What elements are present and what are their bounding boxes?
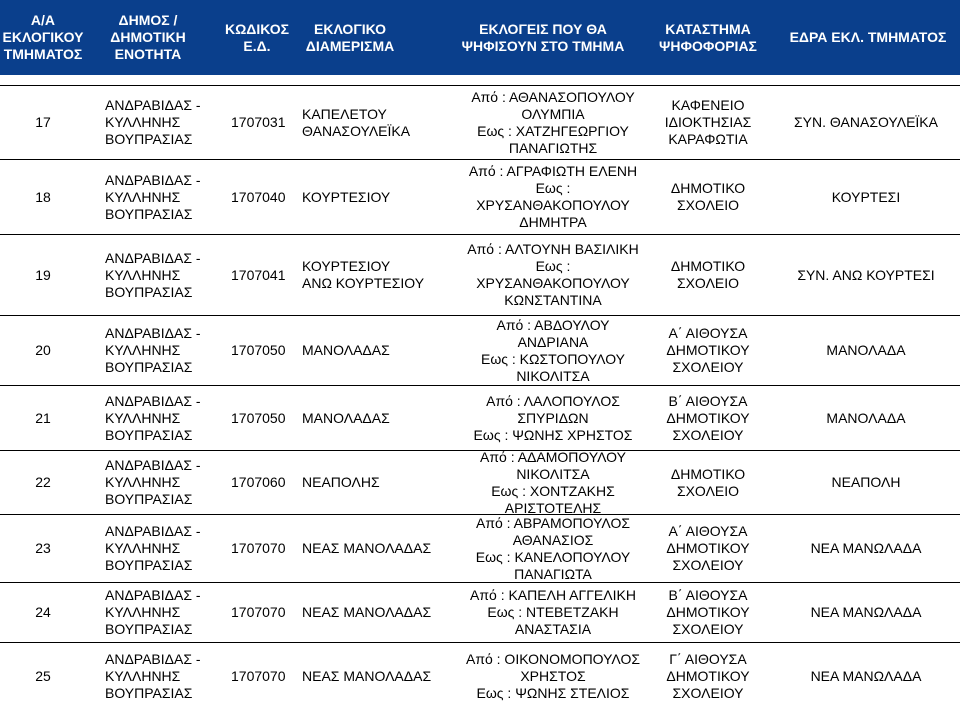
polling-station-cell: Γ΄ ΑΙΘΟΥΣΑ ΔΗΜΟΤΙΚΟΥ ΣΧΟΛΕΙΟΥ [666, 651, 750, 701]
voters-range-cell: Από : ΛΑΛΟΠΟΥΛΟΣ ΣΠΥΡΙΔΩΝ Εως : ΨΩΝΗΣ ΧΡΗΣΤΟΣ [473, 392, 633, 443]
section-number-cell: 23 [35, 540, 51, 556]
section-number-cell: 22 [35, 474, 51, 490]
section-number-cell: 25 [35, 668, 51, 684]
municipality-cell: ΑΝΔΡΑΒΙΔΑΣ - ΚΥΛΛΗΝΗΣ ΒΟΥΠΡΑΣΙΑΣ [105, 325, 201, 375]
voters-range-cell: Από : ΚΑΠΕΛΗ ΑΓΓΕΛΙΚΗ Εως : ΝΤΕΒΕΤΖΑΚΗ ΑΝΑΣΤΑΣΙΑ [470, 587, 636, 637]
voters-range-cell: Από : ΑΘΑΝΑΣΟΠΟΥΛΟΥ ΟΛΥΜΠΙΑ Εως : ΧΑΤΖΗΓΕΩΡΓΙΟΥ ΠΑΝΑΓΙΩΤΗΣ [471, 88, 635, 156]
electoral-district-cell: ΜΑΝΟΛΑΔΑΣ [302, 342, 390, 358]
header-section-seat: ΕΔΡΑ ΕΚΛ. ΤΜΗΜΑΤΟΣ [789, 29, 947, 45]
electoral-district-cell: ΝΕΑΣ ΜΑΝΟΛΑΔΑΣ [302, 668, 432, 684]
section-seat-cell: ΝΕΑΠΟΛΗ [831, 474, 901, 490]
section-seat-cell: ΜΑΝΟΛΑΔΑ [826, 342, 906, 358]
district-code-cell: 1707050 [231, 409, 286, 426]
polling-station-cell: ΔΗΜΟΤΙΚΟ ΣΧΟΛΕΙΟ [670, 180, 746, 213]
municipality-cell: ΑΝΔΡΑΒΙΔΑΣ - ΚΥΛΛΗΝΗΣ ΒΟΥΠΡΑΣΙΑΣ [105, 587, 201, 637]
district-code-cell: 1707070 [231, 668, 286, 684]
table-row [0, 85, 960, 159]
district-code-cell: 1707070 [231, 540, 286, 556]
polling-station-cell: Α΄ ΑΙΘΟΥΣΑ ΔΗΜΟΤΙΚΟΥ ΣΧΟΛΕΙΟΥ [666, 523, 750, 573]
municipality-cell: ΑΝΔΡΑΒΙΔΑΣ - ΚΥΛΛΗΝΗΣ ΒΟΥΠΡΑΣΙΑΣ [105, 249, 201, 300]
section-number-cell: 20 [35, 342, 51, 358]
header-section-number: Α/Α ΕΚΛΟΓΙΚΟΥ ΤΜΗΜΑΤΟΣ [2, 12, 84, 62]
municipality-cell: ΑΝΔΡΑΒΙΔΑΣ - ΚΥΛΛΗΝΗΣ ΒΟΥΠΡΑΣΙΑΣ [105, 457, 201, 507]
voters-range-cell: Από : ΑΓΡΑΦΙΩΤΗ ΕΛΕΝΗ Εως : ΧΡΥΣΑΝΘΑΚΟΠΟΥΛΟΥ ΔΗΜΗΤΡΑ [468, 163, 638, 230]
municipality-cell: ΑΝΔΡΑΒΙΔΑΣ - ΚΥΛΛΗΝΗΣ ΒΟΥΠΡΑΣΙΑΣ [105, 651, 201, 701]
voters-range-cell: Από : ΑΔΑΜΟΠΟΥΛΟΥ ΝΙΚΟΛΙΤΣΑ Εως : ΧΟΝΤΖΑΚΗΣ ΑΡΙΣΤΟΤΕΛΗΣ [480, 448, 626, 516]
municipality-cell: ΑΝΔΡΑΒΙΔΑΣ - ΚΥΛΛΗΝΗΣ ΒΟΥΠΡΑΣΙΑΣ [105, 392, 201, 443]
header-electoral-district: ΕΚΛΟΓΙΚΟ ΔΙΑΜΕΡΙΣΜΑ [305, 20, 395, 54]
voters-range-cell: Από : ΟΙΚΟΝΟΜΟΠΟΥΛΟΣ ΧΡΗΣΤΟΣ Εως : ΨΩΝΗΣ ΣΤΕΛΙΟΣ [465, 651, 641, 701]
polling-station-cell: ΔΗΜΟΤΙΚΟ ΣΧΟΛΕΙΟ [670, 258, 746, 291]
voters-range-cell: Από : ΑΒΡΑΜΟΠΟΥΛΟΣ ΑΘΑΝΑΣΙΟΣ Εως : ΚΑΝΕΛΟΠΟΥΛΟΥ ΠΑΝΑΓΙΩΤΑ [475, 514, 631, 582]
voters-range-cell: Από : ΑΛΤΟΥΝΗ ΒΑΣΙΛΙΚΗ Εως : ΧΡΥΣΑΝΘΑΚΟΠΟΥΛΟΥ ΚΩΝΣΤΑΝΤΙΝΑ [467, 241, 639, 308]
table-row [0, 582, 960, 642]
table-header [0, 0, 960, 75]
section-number-cell: 21 [35, 409, 51, 426]
municipality-cell: ΑΝΔΡΑΒΙΔΑΣ - ΚΥΛΛΗΝΗΣ ΒΟΥΠΡΑΣΙΑΣ [105, 97, 201, 147]
polling-station-cell: ΚΑΦΕΝΕΙΟ ΙΔΙΟΚΤΗΣΙΑΣ ΚΑΡΑΦΩΤΙΑ [664, 97, 752, 147]
electoral-district-cell: ΝΕΑΣ ΜΑΝΟΛΑΔΑΣ [302, 540, 432, 556]
electoral-district-cell: ΝΕΑΣ ΜΑΝΟΛΑΔΑΣ [302, 604, 432, 620]
electoral-district-cell: ΚΟΥΡΤΕΣΙΟΥ [302, 188, 391, 205]
table-row [0, 514, 960, 582]
section-seat-cell: ΝΕΑ ΜΑΝΩΛΑΔΑ [810, 540, 922, 556]
electoral-district-cell: ΜΑΝΟΛΑΔΑΣ [302, 409, 390, 426]
header-polling-station: ΚΑΤΑΣΤΗΜΑ ΨΗΦΟΦΟΡΙΑΣ [659, 20, 757, 54]
polling-station-cell: Β΄ ΑΙΘΟΥΣΑ ΔΗΜΟΤΙΚΟΥ ΣΧΟΛΕΙΟΥ [666, 587, 750, 637]
section-number-cell: 17 [35, 114, 51, 130]
section-number-cell: 19 [35, 266, 51, 283]
section-number-cell: 18 [35, 188, 51, 205]
electoral-district-cell: ΚΟΥΡΤΕΣΙΟΥ ΑΝΩ ΚΟΥΡΤΕΣΙΟΥ [302, 258, 425, 291]
polling-station-cell: Β΄ ΑΙΘΟΥΣΑ ΔΗΜΟΤΙΚΟΥ ΣΧΟΛΕΙΟΥ [666, 392, 750, 443]
table-row [0, 642, 960, 710]
polling-station-cell: Α΄ ΑΙΘΟΥΣΑ ΔΗΜΟΤΙΚΟΥ ΣΧΟΛΕΙΟΥ [666, 325, 750, 375]
district-code-cell: 1707070 [231, 604, 286, 620]
table-row [0, 385, 960, 450]
section-seat-cell: ΣΥΝ. ΘΑΝΑΣΟΥΛΕΪΚΑ [794, 114, 938, 130]
polling-station-cell: ΔΗΜΟΤΙΚΟ ΣΧΟΛΕΙΟ [670, 465, 746, 499]
municipality-cell: ΑΝΔΡΑΒΙΔΑΣ - ΚΥΛΛΗΝΗΣ ΒΟΥΠΡΑΣΙΑΣ [105, 171, 201, 222]
section-seat-cell: ΣΥΝ. ΑΝΩ ΚΟΥΡΤΕΣΙ [797, 266, 935, 283]
header-municipality: ΔΗΜΟΣ / ΔΗΜΟΤΙΚΗ ΕΝΟΤΗΤΑ [110, 12, 186, 62]
section-number-cell: 24 [35, 604, 51, 620]
header-code: ΚΩΔΙΚΟΣ Ε.Δ. [224, 20, 290, 54]
district-code-cell: 1707040 [231, 188, 286, 205]
table-row [0, 450, 960, 514]
voters-range-cell: Από : ΑΒΔΟΥΛΟΥ ΑΝΔΡΙΑΝΑ Εως : ΚΩΣΤΟΠΟΥΛΟΥ ΝΙΚΟΛΙΤΣΑ [480, 316, 625, 384]
electoral-district-cell: ΝΕΑΠΟΛΗΣ [302, 474, 380, 490]
municipality-cell: ΑΝΔΡΑΒΙΔΑΣ - ΚΥΛΛΗΝΗΣ ΒΟΥΠΡΑΣΙΑΣ [105, 523, 201, 573]
header-voters: ΕΚΛΟΓΕΙΣ ΠΟΥ ΘΑ ΨΗΦΙΣΟΥΝ ΣΤΟ ΤΜΗΜΑ [461, 20, 625, 54]
section-seat-cell: ΚΟΥΡΤΕΣΙ [831, 188, 901, 205]
district-code-cell: 1707060 [231, 474, 286, 490]
electoral-district-cell: ΚΑΠΕΛΕΤΟΥ ΘΑΝΑΣΟΥΛΕΪΚΑ [302, 105, 411, 139]
district-code-cell: 1707041 [231, 266, 286, 283]
section-seat-cell: ΝΕΑ ΜΑΝΩΛΑΔΑ [810, 604, 922, 620]
section-seat-cell: ΜΑΝΟΛΑΔΑ [826, 409, 906, 426]
table-row [0, 315, 960, 385]
section-seat-cell: ΝΕΑ ΜΑΝΩΛΑΔΑ [810, 668, 922, 684]
district-code-cell: 1707031 [231, 114, 286, 130]
table-row [0, 159, 960, 234]
district-code-cell: 1707050 [231, 342, 286, 358]
table-row [0, 234, 960, 315]
